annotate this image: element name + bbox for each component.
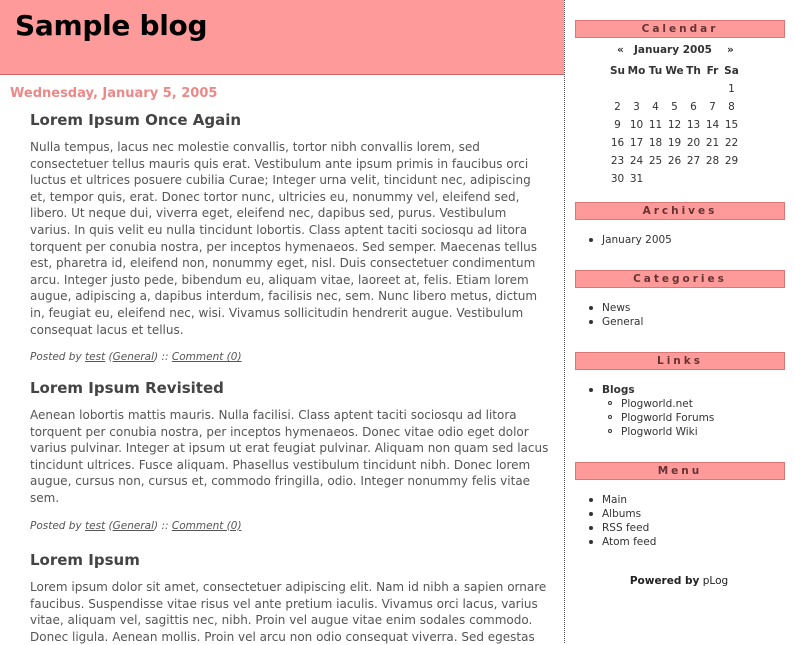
link-item[interactable]: Plogworld Wiki bbox=[575, 425, 714, 439]
calendar-day: 3 bbox=[633, 101, 640, 113]
links-title: Links bbox=[575, 352, 785, 370]
calendar-title: Calendar bbox=[575, 20, 785, 38]
calendar-day bbox=[627, 80, 646, 98]
post-body: Lorem ipsum dolor sit amet, consectetuer adipiscing elit. Nam id nibh a sapien ornare faucibus. Suspendisse vitae risus vel ante pretium iaculis. Vivamus orci lacus, varius vitae, aliquam vel, sagittis nec, nibh. Proin vel augue vitae enim sodales commodo. Donec ligula. Aenean mollis. Proin vel arcu non odio consequat viverra. Sed egestas bbox=[30, 580, 547, 644]
calendar-day: 26 bbox=[667, 155, 682, 167]
link-item[interactable]: Plogworld Forums bbox=[575, 411, 714, 425]
calendar-day bbox=[646, 170, 665, 188]
meta-separator: :: bbox=[161, 519, 169, 532]
menu-item-rss[interactable]: RSS feed bbox=[575, 521, 656, 535]
post-title[interactable]: Lorem Ipsum bbox=[30, 551, 140, 569]
categories-list bbox=[575, 301, 643, 329]
category-link[interactable]: News bbox=[575, 301, 643, 315]
powered-by-link[interactable]: pLog bbox=[702, 575, 729, 587]
menu-item-albums[interactable]: Albums bbox=[575, 507, 656, 521]
post bbox=[30, 111, 550, 363]
calendar-weekday: Sa bbox=[724, 65, 739, 77]
category-link[interactable]: General bbox=[112, 351, 155, 364]
calendar-day bbox=[608, 80, 627, 98]
category-link[interactable]: General bbox=[575, 315, 643, 329]
calendar-day: 21 bbox=[705, 137, 720, 149]
calendar-day: 30 bbox=[610, 173, 625, 185]
powered-by-label: Powered by bbox=[629, 575, 700, 587]
calendar-day: 20 bbox=[686, 137, 701, 149]
calendar-day bbox=[684, 80, 703, 98]
menu-list bbox=[575, 493, 656, 549]
author-link[interactable]: test bbox=[85, 351, 106, 364]
calendar-day: 10 bbox=[629, 119, 644, 131]
calendar-day: 29 bbox=[724, 155, 739, 167]
calendar-day: 23 bbox=[610, 155, 625, 167]
post-title[interactable]: Lorem Ipsum Once Again bbox=[30, 111, 242, 129]
posted-by-label: Posted by bbox=[30, 351, 82, 364]
column-divider bbox=[564, 0, 565, 643]
calendar-day bbox=[665, 170, 684, 188]
blog-title[interactable]: Sample blog bbox=[15, 9, 208, 42]
post-body: Nulla tempus, lacus nec molestie convallis, tortor nibh convallis lorem, sed consectetuer tellus mauris quis erat. Vestibulum ante ipsum primis in faucibus orci luctus et ultrices posuere cubilia Curae; Integer urna velit, tincidunt nec, adipiscing et, tempor quis, erat. Donec tortor nunc, ultricies eu, nonummy vel, eleifend sed, libero. Ut neque dui, viverra eget, eleifend nec, dapibus sed, purus. Vestibulum varius. In quis velit eu nulla tincidunt lobortis. Class aptent taciti sociosqu ad litora torquent per conubia nostra, per inceptos hymenaeos. Sed semper. Maecenas tellus est, pharetra id, eleifend non, nonummy eget, nisl. Duis consectetuer condimentum arcu. Integer justo pede, bibendum eu, aliquam vitae, laoreet at, felis. Etiam lorem augue, adipiscing a, dapibus interdum, facilisis nec, sem. Nunc libero metus, dictum in, feugiat eu, eleifend nec, wisi. Vivamus sollicitudin hendrerit augue. Vestibulum consequat lacus et tellus. bbox=[30, 140, 538, 337]
powered-by bbox=[575, 575, 783, 587]
calendar-day bbox=[703, 80, 722, 98]
calendar-day bbox=[646, 80, 665, 98]
calendar-day bbox=[684, 170, 703, 188]
calendar-day: 1 bbox=[728, 83, 735, 95]
calendar-month: January 2005 bbox=[634, 44, 712, 56]
categories-title: Categories bbox=[575, 270, 785, 288]
calendar-day bbox=[722, 170, 741, 188]
archive-link[interactable]: January 2005 bbox=[575, 233, 672, 247]
blog-header bbox=[0, 0, 564, 75]
post bbox=[30, 551, 550, 645]
comment-link[interactable]: Comment (0) bbox=[171, 519, 242, 532]
links-group: Blogs bbox=[575, 383, 714, 397]
calendar-day: 6 bbox=[690, 101, 697, 113]
calendar-day: 2 bbox=[614, 101, 621, 113]
calendar-day: 25 bbox=[648, 155, 663, 167]
post-date: Wednesday, January 5, 2005 bbox=[10, 86, 218, 101]
post-meta: Posted by test (General) :: Comment (0) bbox=[30, 351, 242, 364]
calendar-day: 5 bbox=[671, 101, 678, 113]
menu-item-main[interactable]: Main bbox=[575, 493, 656, 507]
calendar-next[interactable]: » bbox=[727, 44, 734, 56]
calendar-day bbox=[703, 170, 722, 188]
calendar-weekday: Fr bbox=[706, 65, 719, 77]
calendar-day: 16 bbox=[610, 137, 625, 149]
calendar-day: 24 bbox=[629, 155, 644, 167]
author-link[interactable]: test bbox=[85, 519, 106, 532]
calendar-day: 14 bbox=[705, 119, 720, 131]
calendar-day: 18 bbox=[648, 137, 663, 149]
calendar-day: 27 bbox=[686, 155, 701, 167]
calendar-day bbox=[665, 80, 684, 98]
calendar-day: 28 bbox=[705, 155, 720, 167]
meta-separator: :: bbox=[161, 351, 169, 364]
calendar-day: 31 bbox=[629, 173, 644, 185]
calendar-day: 8 bbox=[728, 101, 735, 113]
menu-item-atom[interactable]: Atom feed bbox=[575, 535, 656, 549]
calendar-prev[interactable]: « bbox=[617, 44, 624, 56]
calendar-day: 13 bbox=[686, 119, 701, 131]
calendar-day: 17 bbox=[629, 137, 644, 149]
calendar-weekday: Su bbox=[609, 65, 626, 77]
calendar-day: 11 bbox=[648, 119, 663, 131]
post bbox=[30, 379, 550, 532]
calendar-day: 7 bbox=[709, 101, 716, 113]
link-item[interactable]: Plogworld.net bbox=[575, 397, 714, 411]
calendar-grid bbox=[608, 62, 741, 188]
calendar-weekday: Th bbox=[686, 65, 701, 77]
archives-title: Archives bbox=[575, 202, 785, 220]
calendar-day: 4 bbox=[652, 101, 659, 113]
calendar-day: 19 bbox=[667, 137, 682, 149]
post-body: Aenean lobortis mattis mauris. Nulla facilisi. Class aptent taciti sociosqu ad litora torquent per conubia nostra, per inceptos hymenaeos. Donec vitae odio eget dolor varius pulvinar. Integer at ipsum ut erat feugiat pulvinar. Aliquam non quam sed lacus tincidunt ultrices. Fusce aliquam. Phasellus vestibulum tincidunt nibh. Donec lorem augue, cursus non, cursus et, commodo fringilla, odio. Integer nonummy felis vitae sem. bbox=[30, 408, 549, 505]
comment-link[interactable]: Comment (0) bbox=[171, 351, 242, 364]
calendar-day: 12 bbox=[667, 119, 682, 131]
calendar-day: 22 bbox=[724, 137, 739, 149]
calendar-weekday: Mo bbox=[627, 65, 646, 77]
menu-title: Menu bbox=[575, 462, 785, 480]
archives-list bbox=[575, 233, 672, 247]
calendar-day: 9 bbox=[614, 119, 621, 131]
calendar-weekday: Tu bbox=[648, 65, 663, 77]
posted-by-label: Posted by bbox=[30, 519, 82, 532]
calendar-weekday: We bbox=[665, 65, 684, 77]
calendar-day: 15 bbox=[724, 119, 739, 131]
links-list bbox=[575, 383, 714, 439]
post-title[interactable]: Lorem Ipsum Revisited bbox=[30, 379, 224, 397]
post-meta: Posted by test (General) :: Comment (0) bbox=[30, 519, 242, 532]
category-link[interactable]: General bbox=[112, 519, 155, 532]
